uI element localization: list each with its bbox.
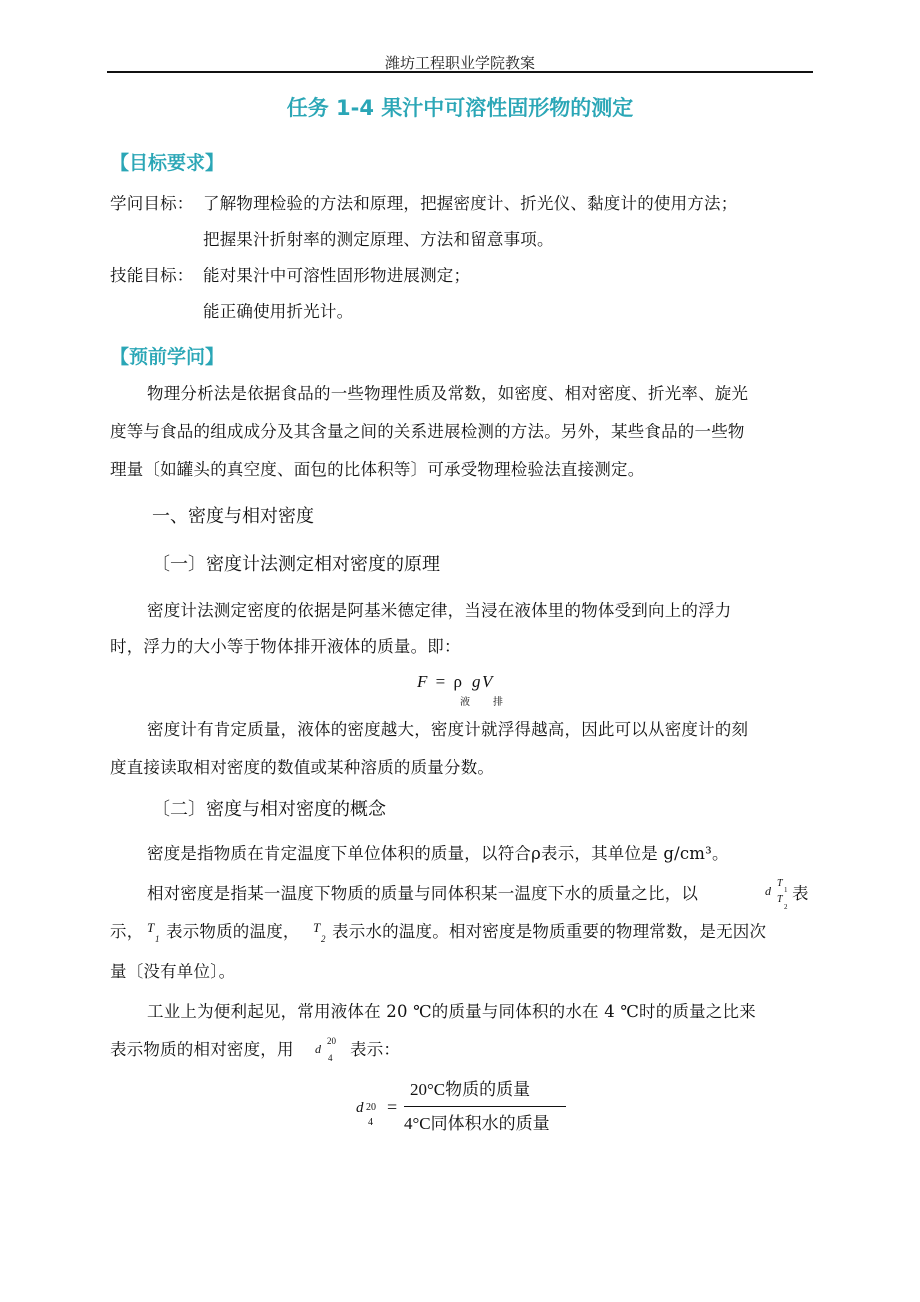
relative-def-line-2c: 表示水的温度。相对密度是物质重要的物理常数，是无因次 xyxy=(332,922,767,941)
formula-g: g xyxy=(472,672,481,691)
t1-subscript: 1 xyxy=(155,934,160,944)
t2-symbol: T xyxy=(313,920,321,935)
page-title: 任务 1-4 果汁中可溶性固形物的测定 xyxy=(286,96,634,120)
formula-f: F xyxy=(417,672,428,691)
relative-def-line-2b: 表示物质的温度， xyxy=(166,922,300,941)
relative-def-line-1: 相对密度是指某一温度下物质的质量与同体积某一温度下水的质量之比，以 xyxy=(147,884,699,903)
knowledge-line-1: 了解物理检验的方法和原理，把握密度计、折光仪、黏度计的使用方法； xyxy=(203,194,738,213)
d204-sup: 20 xyxy=(327,1036,336,1046)
formula-v-sub: 排 xyxy=(493,697,503,708)
header-rule xyxy=(107,71,813,73)
formula-eq: = xyxy=(435,672,446,691)
fraction-line xyxy=(404,1106,566,1107)
rel-symbol-t: T xyxy=(777,878,783,889)
d204-symbol: d xyxy=(315,1042,321,1056)
heading-density-concept: 〔二〕密度与相对密度的概念 xyxy=(152,799,386,820)
t2-subscript: 2 xyxy=(321,934,326,944)
final-numerator: 20°C物质的质量 xyxy=(410,1080,531,1099)
knowledge-label: 学问目标： xyxy=(110,194,194,213)
final-d-sub: 4 xyxy=(368,1117,373,1128)
formula-v: V xyxy=(482,672,493,691)
final-d-sup: 20 xyxy=(366,1102,376,1113)
principle-line: 密度计法测定密度的依据是阿基米德定律，当浸在液体里的物体受到向上的浮力 xyxy=(147,601,732,620)
intro-line: 物理分析法是依据食品的一些物理性质及常数，如密度、相对密度、折光率、旋光 xyxy=(147,384,749,403)
knowledge-line-2: 把握果汁折射率的测定原理、方法和留意事项。 xyxy=(203,230,554,249)
final-denominator: 4°C同体积水的质量 xyxy=(404,1114,550,1133)
industry-line-2a: 表示物质的相对密度，用 xyxy=(110,1040,294,1059)
relative-def-line-3: 量〔没有单位〕。 xyxy=(110,962,236,981)
final-eq: = xyxy=(387,1097,398,1117)
section-goals-heading: 【目标要求】 xyxy=(110,152,225,174)
formula-rho: ρ xyxy=(453,672,462,691)
industry-line-1: 工业上为便利起见，常用液体在 20 ℃的质量与同体积的水在 4 ℃时的质量之比来 xyxy=(147,1002,756,1021)
intro-line: 理量〔如罐头的真空度、面包的比体积等〕可承受物理检验法直接测定。 xyxy=(110,460,645,479)
page-header: 潍坊工程职业学院教案 xyxy=(384,54,535,72)
rel-symbol-t1: 1 xyxy=(784,886,788,894)
heading-hydrometer-principle: 〔一〕密度计法测定相对密度的原理 xyxy=(152,554,440,575)
industry-line-2b: 表示： xyxy=(350,1040,401,1059)
density-definition: 密度是指物质在肯定温度下单位体积的质量，以符合ρ表示，其单位是 g/cm³。 xyxy=(147,844,729,863)
skill-label: 技能目标： xyxy=(110,266,194,285)
relative-def-line-1-end: 表 xyxy=(792,884,809,903)
final-d: d xyxy=(356,1100,364,1116)
t1-symbol: T xyxy=(147,920,155,935)
skill-line-1: 能对果汁中可溶性固形物进展测定； xyxy=(203,266,471,285)
d204-sub: 4 xyxy=(328,1053,333,1063)
skill-line-2: 能正确使用折光计。 xyxy=(203,302,354,321)
heading-density: 一、密度与相对密度 xyxy=(152,506,314,527)
intro-line: 度等与食品的组成成分及其含量之间的关系进展检测的方法。另外，某些食品的一些物 xyxy=(110,422,745,441)
principle-line: 时，浮力的大小等于物体排开液体的质量。即： xyxy=(110,637,461,656)
section-prior-heading: 【预前学问】 xyxy=(110,346,225,368)
rel-symbol-d: d xyxy=(765,884,771,898)
formula-rho-sub: 液 xyxy=(460,697,470,708)
relative-def-line-2a: 示， xyxy=(110,922,144,941)
hydrometer-line: 密度计有肯定质量，液体的密度越大，密度计就浮得越高，因此可以从密度计的刻 xyxy=(147,720,749,739)
rel-symbol-t2sub: 2 xyxy=(784,903,788,911)
rel-symbol-t2: T xyxy=(777,894,783,905)
buoyancy-formula xyxy=(417,672,462,692)
hydrometer-line: 度直接读取相对密度的数值或某种溶质的质量分数。 xyxy=(110,758,495,777)
